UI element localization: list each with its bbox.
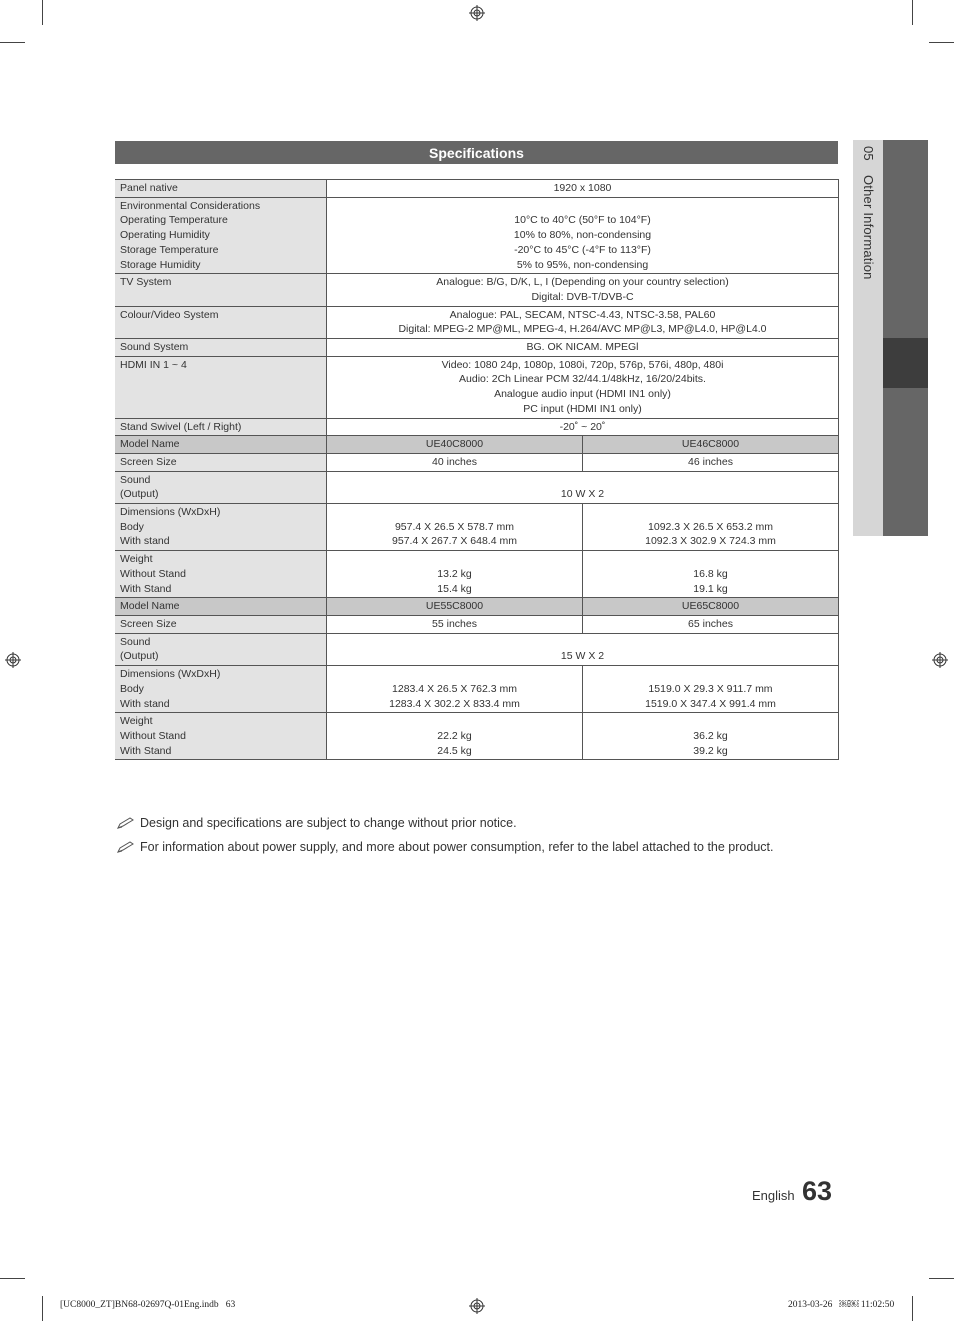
cell-line: Environmental Considerations xyxy=(120,199,261,212)
cell-line: (Output) xyxy=(120,488,159,501)
crop-mark xyxy=(912,0,913,25)
spec-label xyxy=(115,504,327,551)
cell-line: Operating Humidity xyxy=(120,229,210,242)
spec-value xyxy=(327,713,583,760)
spec-value xyxy=(583,713,839,760)
spec-label xyxy=(115,713,327,760)
cell-line: Analogue: B/G, D/K, L, I (Depending on your country selection) xyxy=(436,276,729,289)
spec-value xyxy=(327,274,839,306)
spec-value: 46 inches xyxy=(583,453,839,471)
side-tab-band xyxy=(883,140,928,338)
spec-value xyxy=(327,197,839,274)
cell-line: Sound xyxy=(120,473,151,486)
note-text: Design and specifications are subject to change without prior notice. xyxy=(140,816,517,830)
cell-line: Without Stand xyxy=(120,567,186,580)
spec-row xyxy=(115,418,839,436)
spec-label xyxy=(115,666,327,713)
spec-value xyxy=(327,504,583,551)
cell-line: Weight xyxy=(120,715,153,728)
page-language: English xyxy=(752,1188,795,1203)
spec-value: 65 inches xyxy=(583,615,839,633)
chapter-title: Other Information xyxy=(861,174,876,280)
spec-value xyxy=(327,356,839,418)
spec-label xyxy=(115,339,327,357)
spec-label xyxy=(115,418,327,436)
cell-line: Dimensions (WxDxH) xyxy=(120,668,221,681)
cell-line: 1519.0 X 29.3 X 911.7 mm xyxy=(648,682,773,695)
spec-label xyxy=(115,197,327,274)
spec-value xyxy=(583,551,839,598)
spec-row xyxy=(115,356,839,418)
cell-line: Dimensions (WxDxH) xyxy=(120,506,221,519)
model-name: UE40C8000 xyxy=(327,436,583,454)
crop-mark xyxy=(912,1296,913,1321)
cell-line: 39.2 kg xyxy=(693,744,728,757)
cell-line: Digital: DVB-T/DVB-C xyxy=(531,290,634,303)
crop-mark xyxy=(0,1278,25,1279)
crop-mark xyxy=(929,42,954,43)
spec-row xyxy=(115,504,839,551)
crop-mark xyxy=(42,0,43,25)
spec-label xyxy=(115,551,327,598)
cell-line: Colour/Video System xyxy=(120,308,219,321)
note-item xyxy=(116,835,773,859)
cell-line: With Stand xyxy=(120,744,172,757)
spec-value xyxy=(327,418,839,436)
page-number: 63 xyxy=(802,1176,833,1206)
cell-line: PC input (HDMI IN1 only) xyxy=(523,402,642,415)
model-name: UE55C8000 xyxy=(327,598,583,616)
cell-line: Panel native xyxy=(120,182,178,194)
cell-line: 1920 x 1080 xyxy=(553,182,612,194)
spec-label xyxy=(115,274,327,306)
spec-label xyxy=(115,633,327,665)
cell-line: (Output) xyxy=(120,650,159,663)
spec-row xyxy=(115,197,839,274)
model-name-row xyxy=(115,436,839,454)
notes xyxy=(116,811,773,859)
spec-row xyxy=(115,551,839,598)
cell-line: With stand xyxy=(120,535,170,548)
cell-line: -20˚ ~ 20˚ xyxy=(559,420,606,433)
cell-line: Stand Swivel (Left / Right) xyxy=(120,420,242,433)
spec-value xyxy=(583,666,839,713)
spec-row xyxy=(115,666,839,713)
cell-line: 957.4 X 267.7 X 648.4 mm xyxy=(392,535,517,548)
spec-row xyxy=(115,274,839,306)
cell-line: Digital: MPEG-2 MP@ML, MPEG-4, H.264/AVC MP@L3, MP@L4.0, HP@L4.0 xyxy=(398,323,767,336)
print-footer-timestamp: 2013-03-26 ￼￼ 11:02:50 xyxy=(788,1300,895,1310)
chapter-label xyxy=(861,146,876,279)
cell-line: BG. OK NICAM. MPEGl xyxy=(526,341,639,354)
side-tab-active-marker xyxy=(883,338,928,388)
registration-mark-icon xyxy=(469,1298,485,1314)
cell-line: Sound xyxy=(120,635,151,648)
spec-row xyxy=(115,180,839,198)
cell-line: Operating Temperature xyxy=(120,214,228,227)
cell-line: 36.2 kg xyxy=(693,729,728,742)
registration-mark-icon xyxy=(469,5,485,21)
note-item xyxy=(116,811,773,835)
cell-line: 24.5 kg xyxy=(437,744,472,757)
cell-line: Body xyxy=(120,682,144,695)
cell-line: 1092.3 X 302.9 X 724.3 mm xyxy=(645,535,776,548)
cell-line: -20°C to 45°C (-4°F to 113°F) xyxy=(514,243,651,256)
registration-mark-icon xyxy=(932,652,948,668)
spec-label: Model Name xyxy=(115,598,327,616)
spec-value xyxy=(327,306,839,338)
spec-value: 10 W X 2 xyxy=(327,471,839,503)
cell-line: Analogue audio input (HDMI IN1 only) xyxy=(494,388,671,401)
cell-line: Audio: 2Ch Linear PCM 32/44.1/48kHz, 16/20/24bits. xyxy=(459,373,706,386)
spec-label xyxy=(115,471,327,503)
cell-line: With Stand xyxy=(120,582,172,595)
cell-line: 1519.0 X 347.4 X 991.4 mm xyxy=(645,697,776,710)
model-name: UE65C8000 xyxy=(583,598,839,616)
crop-mark xyxy=(929,1278,954,1279)
side-tab-band xyxy=(883,388,928,536)
cell-line: 10% to 80%, non-condensing xyxy=(513,229,652,242)
cell-line: Weight xyxy=(120,553,153,566)
note-text: For information about power supply, and more about power consumption, refer to the label attached to the product. xyxy=(140,840,774,854)
spec-value: 55 inches xyxy=(327,615,583,633)
spec-value xyxy=(327,551,583,598)
spec-label: Screen Size xyxy=(115,615,327,633)
cell-line: 15.4 kg xyxy=(437,582,472,595)
cell-line: 16.8 kg xyxy=(693,567,728,580)
cell-line: Without Stand xyxy=(120,729,186,742)
spec-label xyxy=(115,356,327,418)
spec-value xyxy=(583,504,839,551)
registration-mark-icon xyxy=(5,652,21,668)
spec-label: Model Name xyxy=(115,436,327,454)
spec-row xyxy=(115,306,839,338)
cell-line: 1283.4 X 26.5 X 762.3 mm xyxy=(392,682,517,695)
spec-value xyxy=(327,180,839,198)
specifications-table xyxy=(115,179,839,760)
crop-mark xyxy=(0,42,25,43)
spec-label: Screen Size xyxy=(115,453,327,471)
spec-label xyxy=(115,180,327,198)
model-name: UE46C8000 xyxy=(583,436,839,454)
spec-value: 40 inches xyxy=(327,453,583,471)
cell-line: Sound System xyxy=(120,341,189,354)
cell-line: Body xyxy=(120,520,144,533)
cell-line: 22.2 kg xyxy=(437,729,472,742)
cell-line: Video: 1080 24p, 1080p, 1080i, 720p, 576p, 576i, 480p, 480i xyxy=(441,358,724,371)
spec-row xyxy=(115,633,839,665)
model-name-row xyxy=(115,598,839,616)
section-title: Specifications xyxy=(115,141,838,164)
cell-line: Storage Temperature xyxy=(120,243,219,256)
crop-mark xyxy=(42,1296,43,1321)
spec-label xyxy=(115,306,327,338)
spec-row xyxy=(115,339,839,357)
spec-value xyxy=(327,666,583,713)
print-footer-file: [UC8000_ZT]BN68-02697Q-01Eng.indb 63 xyxy=(60,1300,236,1310)
cell-line: 957.4 X 26.5 X 578.7 mm xyxy=(394,520,515,533)
cell-line: With stand xyxy=(120,697,170,710)
pencil-note-icon xyxy=(116,840,136,854)
cell-line: 13.2 kg xyxy=(437,567,472,580)
cell-line: 5% to 95%, non-condensing xyxy=(516,258,649,271)
spec-value xyxy=(327,339,839,357)
chapter-side-tab xyxy=(853,140,928,536)
cell-line: 1283.4 X 302.2 X 833.4 mm xyxy=(389,697,520,710)
cell-line: 1092.3 X 26.5 X 653.2 mm xyxy=(648,520,773,533)
cell-line: HDMI IN 1 ~ 4 xyxy=(120,358,187,371)
spec-row xyxy=(115,453,839,471)
cell-line: 10°C to 40°C (50°F to 104°F) xyxy=(514,214,651,227)
spec-row xyxy=(115,713,839,760)
cell-line: Analogue: PAL, SECAM, NTSC-4.43, NTSC-3.58, PAL60 xyxy=(449,308,716,321)
spec-value: 15 W X 2 xyxy=(327,633,839,665)
cell-line: Storage Humidity xyxy=(120,258,201,271)
pencil-note-icon xyxy=(116,816,136,830)
cell-line: TV System xyxy=(120,276,172,289)
cell-line: 19.1 kg xyxy=(693,582,728,595)
spec-row xyxy=(115,615,839,633)
spec-row xyxy=(115,471,839,503)
chapter-number: 05 xyxy=(861,146,876,161)
